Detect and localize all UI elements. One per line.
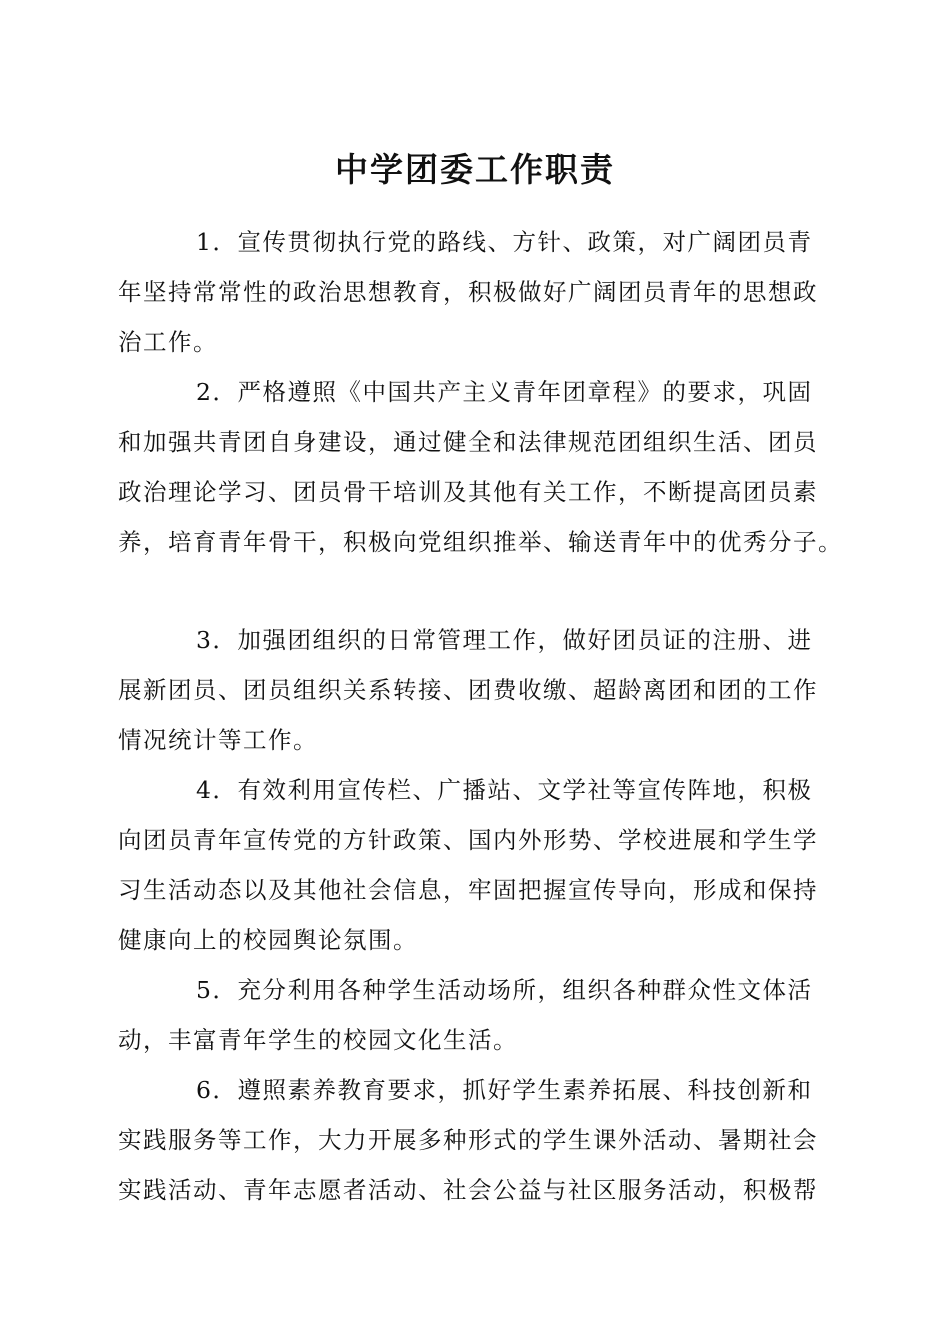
document-title: 中学团委工作职责: [335, 150, 615, 189]
paragraph-2-line-4: 养，培育青年骨干，积极向党组织推举、输送青年中的优秀分子。: [118, 528, 843, 556]
paragraph-5-line-1: 5．充分利用各种学生活动场所，组织各种群众性文体活: [196, 976, 813, 1004]
paragraph-1-line-3: 治工作。: [118, 328, 218, 356]
paragraph-3-line-1: 3．加强团组织的日常管理工作，做好团员证的注册、进: [196, 626, 813, 654]
paragraph-2-line-2: 和加强共青团自身建设，通过健全和法律规范团组织生活、团员: [118, 428, 818, 456]
paragraph-6-line-3: 实践活动、青年志愿者活动、社会公益与社区服务活动，积极帮: [118, 1176, 818, 1204]
paragraph-1-line-2: 年坚持常常性的政治思想教育，积极做好广阔团员青年的思想政: [118, 278, 818, 306]
paragraph-3-line-3: 情况统计等工作。: [118, 726, 318, 754]
paragraph-4-line-2: 向团员青年宣传党的方针政策、国内外形势、学校进展和学生学: [118, 826, 818, 854]
paragraph-6-line-2: 实践服务等工作，大力开展多种形式的学生课外活动、暑期社会: [118, 1126, 818, 1154]
paragraph-1-line-1: 1．宣传贯彻执行党的路线、方针、政策，对广阔团员青: [196, 228, 813, 256]
paragraph-4-line-1: 4．有效利用宣传栏、广播站、文学社等宣传阵地，积极: [196, 776, 813, 804]
paragraph-4-line-4: 健康向上的校园舆论氛围。: [118, 926, 418, 954]
paragraph-3-line-2: 展新团员、团员组织关系转接、团费收缴、超龄离团和团的工作: [118, 676, 818, 704]
paragraph-4-line-3: 习生活动态以及其他社会信息，牢固把握宣传导向，形成和保持: [118, 876, 818, 904]
paragraph-5-line-2: 动，丰富青年学生的校园文化生活。: [118, 1026, 518, 1054]
paragraph-2-line-3: 政治理论学习、团员骨干培训及其他有关工作，不断提高团员素: [118, 478, 818, 506]
paragraph-6-line-1: 6．遵照素养教育要求，抓好学生素养拓展、科技创新和: [196, 1076, 813, 1104]
paragraph-2-line-1: 2．严格遵照《中国共产主义青年团章程》的要求，巩固: [196, 378, 813, 406]
